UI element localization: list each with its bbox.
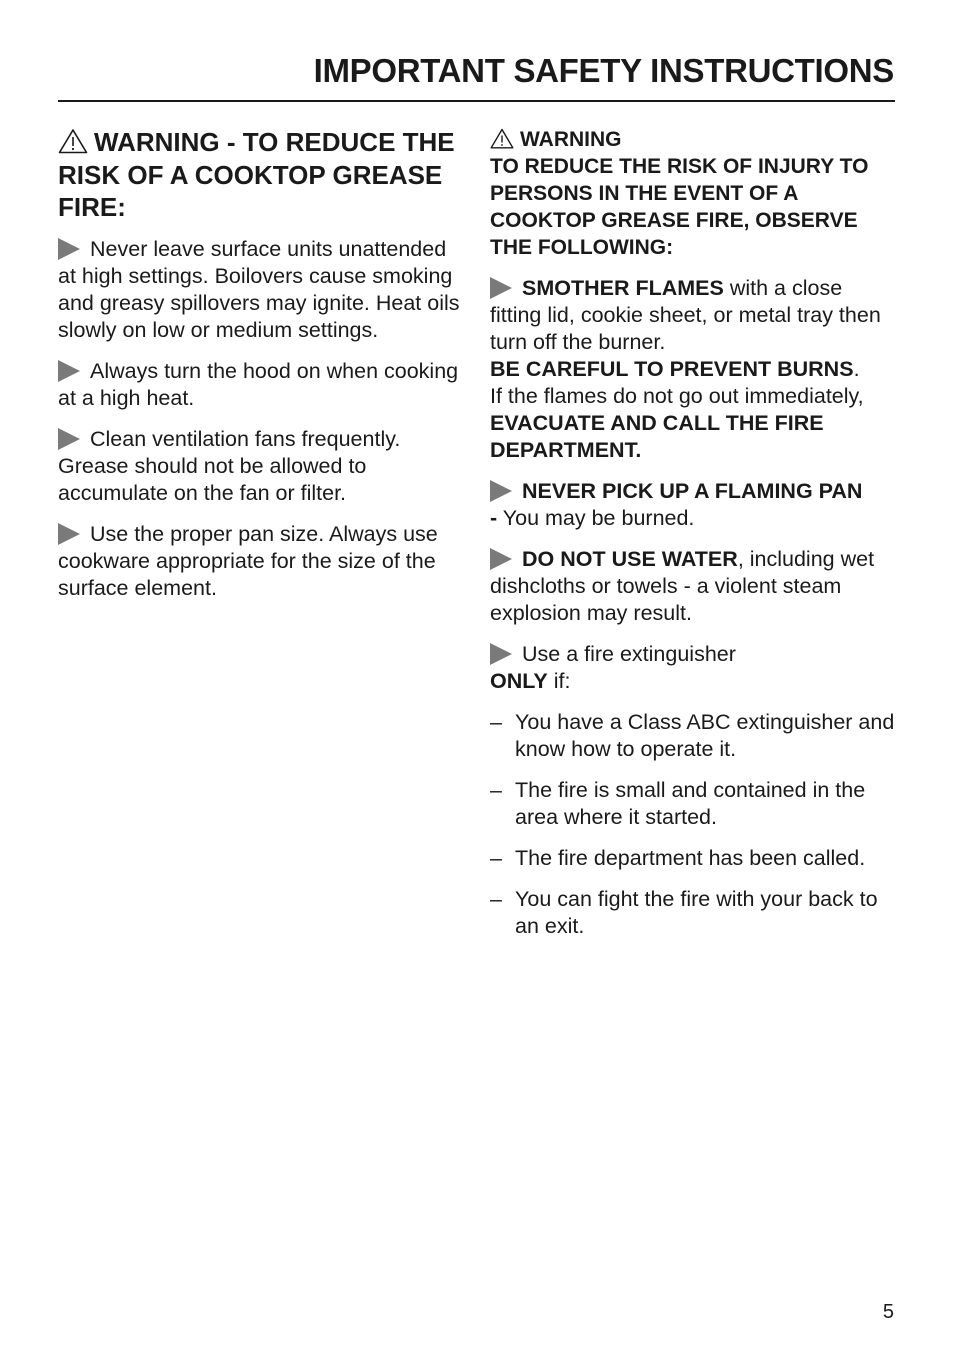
list-item: Always turn the hood on when cooking at a high heat.: [58, 358, 459, 410]
careful-instruction: BE CAREFUL TO PREVENT BURNS.: [490, 357, 860, 381]
arrow-bullet-icon: [490, 548, 512, 570]
condition-item: – You can fight the fire with your back to an exit.: [490, 887, 878, 938]
condition-item: – You have a Class ABC extinguisher and know how to operate it.: [490, 710, 895, 761]
page-title: IMPORTANT SAFETY INSTRUCTIONS: [313, 52, 894, 89]
extinguisher-instruction: Use a fire extinguisher ONLY if:: [490, 642, 736, 693]
left-column: [58, 126, 468, 616]
evacuate-instruction: If the flames do not go out immediately, EVACUATE AND CALL THE FIRE DEPARTMENT.: [490, 384, 864, 462]
arrow-bullet-icon: [490, 643, 512, 665]
list-item: Use the proper pan size. Always use cookware appropriate for the size of the surface element.: [58, 521, 438, 600]
never-pick-instruction: NEVER PICK UP A FLAMING PAN - You may be burned.: [490, 479, 863, 530]
right-column: [490, 126, 896, 954]
header-rule: [58, 100, 895, 102]
arrow-bullet-icon: [58, 428, 80, 450]
arrow-bullet-icon: [58, 523, 80, 545]
warning-label: WARNING: [490, 126, 896, 153]
warning-triangle-icon: [58, 128, 88, 154]
left-heading-text: WARNING - TO REDUCE THE RISK OF A COOKTOP GREASE FIRE:: [58, 127, 455, 222]
arrow-bullet-icon: [58, 238, 80, 260]
warning-triangle-icon: [490, 128, 514, 149]
arrow-bullet-icon: [490, 480, 512, 502]
list-item: Never leave surface units unattended at high settings. Boilovers cause smoking and greasy spillovers may ignite. Heat oils slowly on low or medium settings.: [58, 236, 460, 342]
no-water-instruction: DO NOT USE WATER, including wet dishcloths or towels - a violent steam explosion may result.: [490, 547, 875, 625]
arrow-bullet-icon: [490, 277, 512, 299]
condition-item: – The fire is small and contained in the area where it started.: [490, 778, 866, 829]
right-heading-text: TO REDUCE THE RISK OF INJURY TO PERSONS IN THE EVENT OF A COOKTOP GREASE FIRE, OBSERVE THE FOLLOWING:: [490, 155, 869, 259]
left-warning-heading: [58, 126, 468, 224]
page-number: 5: [882, 1301, 894, 1323]
arrow-bullet-icon: [58, 360, 80, 382]
list-item: Clean ventilation fans frequently. Grease should not be allowed to accumulate on the fan or filter.: [58, 426, 401, 505]
condition-item: – The fire department has been called.: [490, 846, 866, 870]
right-warning-heading: [490, 126, 896, 261]
smother-instruction: SMOTHER FLAMES with a close fitting lid, cookie sheet, or metal tray then turn off the burner.: [490, 276, 881, 354]
